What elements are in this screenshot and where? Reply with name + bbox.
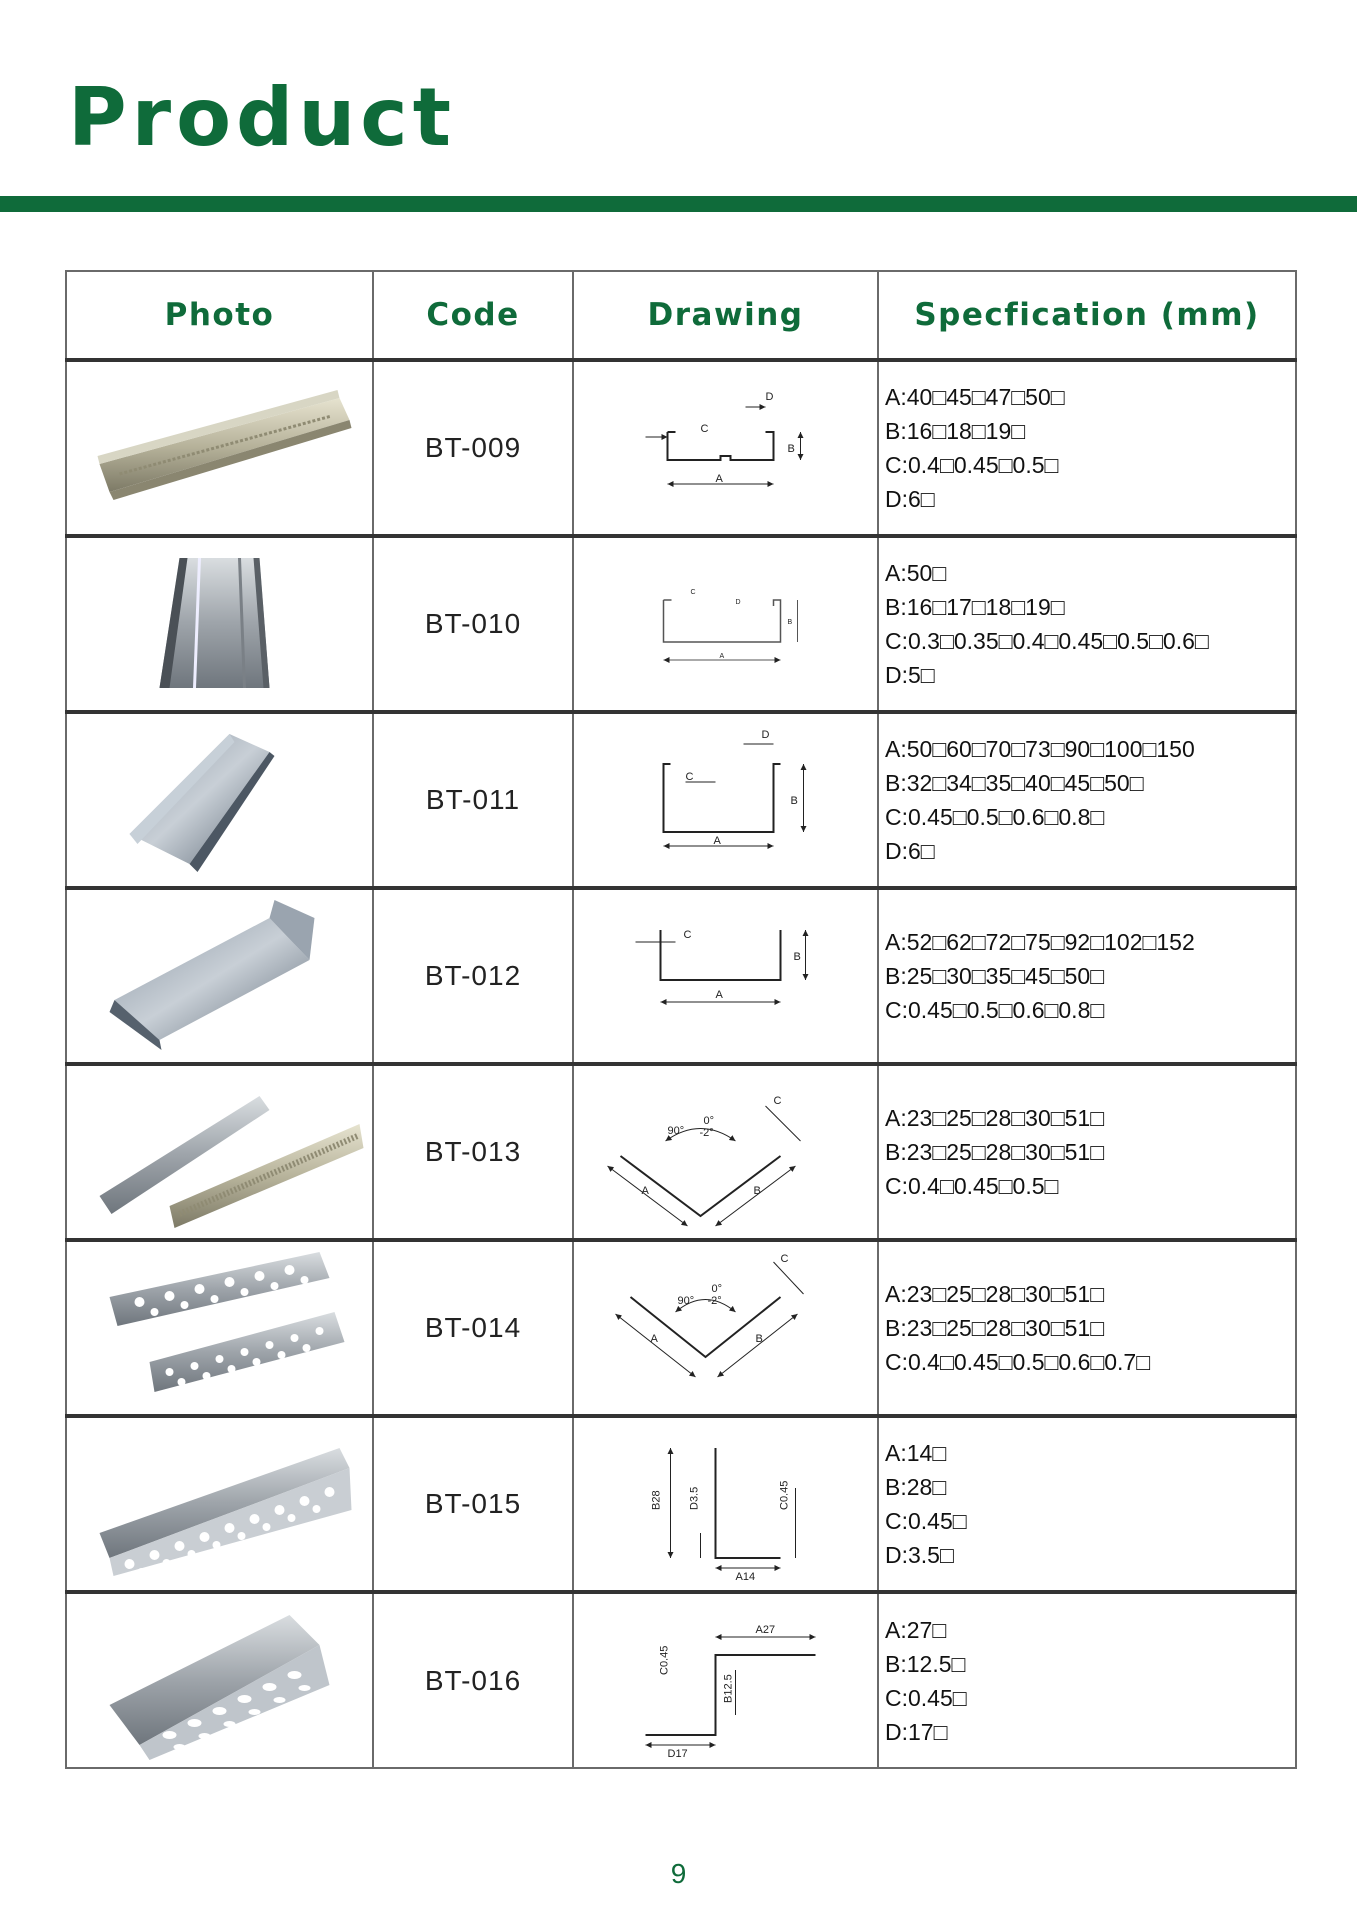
product-photo xyxy=(66,1592,373,1768)
spec-cell xyxy=(878,1064,1296,1240)
dim-a: A xyxy=(719,653,725,660)
profile-photo-image xyxy=(67,538,372,710)
dim-c: C0.45 xyxy=(778,1480,791,1510)
spec-cell xyxy=(878,536,1296,712)
product-photo xyxy=(66,1416,373,1592)
profile-drawing xyxy=(573,1592,878,1768)
profile-photo-image xyxy=(67,890,372,1062)
header-spec: Specfication (mm) xyxy=(878,271,1296,360)
dim-c: C xyxy=(780,1253,789,1265)
spec-cell xyxy=(878,360,1296,536)
page-title: Product xyxy=(68,71,456,164)
product-code: BT-013 xyxy=(373,1064,573,1240)
dim-b: B28 xyxy=(650,1490,663,1510)
product-photo xyxy=(66,1064,373,1240)
header-code: Code xyxy=(373,271,573,360)
dim-a: A xyxy=(713,835,721,847)
spec-line: C:0.45□0.5□0.6□0.8□ xyxy=(885,804,1105,830)
spec-line: A:50□60□70□73□90□100□150 xyxy=(885,736,1195,762)
spec-line: B:12.5□ xyxy=(885,1650,966,1677)
spec-cell xyxy=(878,712,1296,888)
table-row xyxy=(66,712,1296,888)
spec-line: C:0.45□ xyxy=(885,1684,967,1711)
profile-drawing xyxy=(573,360,878,536)
product-photo xyxy=(66,536,373,712)
spec-line: B:16□17□18□19□ xyxy=(885,594,1065,620)
table-row xyxy=(66,1592,1296,1768)
dim-b: B xyxy=(793,951,801,963)
dim-d: D xyxy=(735,599,741,606)
dim-b: B xyxy=(787,443,795,455)
spec-line: B:16□18□19□ xyxy=(885,418,1026,444)
spec-line: A:50□ xyxy=(885,560,947,586)
spec-line: B:23□25□28□30□51□ xyxy=(885,1139,1105,1165)
dim-tol-minus: -2° xyxy=(707,1295,722,1307)
product-code: BT-012 xyxy=(373,888,573,1064)
product-code: BT-010 xyxy=(373,536,573,712)
spec-line: B:25□30□35□45□50□ xyxy=(885,963,1105,989)
table-row xyxy=(66,1064,1296,1240)
spec-line: C:0.4□0.45□0.5□0.6□0.7□ xyxy=(885,1349,1151,1375)
product-photo xyxy=(66,1240,373,1416)
spec-line: C:0.45□0.5□0.6□0.8□ xyxy=(885,997,1105,1023)
profile-photo-image xyxy=(67,1595,372,1767)
profile-drawing xyxy=(573,536,878,712)
spec-line: C:0.3□0.35□0.4□0.45□0.5□0.6□ xyxy=(885,628,1209,654)
product-code: BT-016 xyxy=(373,1592,573,1768)
page-number: 9 xyxy=(670,1858,687,1889)
dim-d: D xyxy=(765,391,774,403)
profile-photo-image xyxy=(67,1242,372,1414)
spec-line: C:0.45□ xyxy=(885,1508,967,1534)
profile-drawing xyxy=(573,888,878,1064)
product-table xyxy=(65,270,1297,1769)
dim-a: A27 xyxy=(755,1623,776,1636)
profile-photo-image xyxy=(67,714,372,886)
profile-photo-image xyxy=(67,1418,372,1590)
dim-angle: 90° xyxy=(677,1295,695,1307)
dim-tol-minus: -2° xyxy=(699,1127,714,1139)
dim-b: B xyxy=(787,619,793,626)
spec-line: A:27□ xyxy=(885,1616,947,1643)
dim-tol-plus: 0° xyxy=(703,1115,715,1127)
dim-d: D xyxy=(761,729,770,741)
spec-line: A:23□25□28□30□51□ xyxy=(885,1105,1105,1131)
dim-a: A14 xyxy=(735,1571,756,1583)
table-row xyxy=(66,536,1296,712)
dim-b: B xyxy=(790,795,798,807)
product-code: BT-015 xyxy=(373,1416,573,1592)
dim-d: D17 xyxy=(667,1747,688,1760)
header-band xyxy=(0,196,1357,212)
spec-line: D:6□ xyxy=(885,838,935,864)
spec-line: A:14□ xyxy=(885,1440,947,1466)
product-code: BT-014 xyxy=(373,1240,573,1416)
spec-cell xyxy=(878,1240,1296,1416)
spec-line: B:23□25□28□30□51□ xyxy=(885,1315,1105,1341)
profile-drawing xyxy=(573,1064,878,1240)
product-code: BT-011 xyxy=(373,712,573,888)
profile-drawing xyxy=(573,712,878,888)
profile-photo-image xyxy=(67,362,372,534)
profile-drawing xyxy=(573,1416,878,1592)
dim-c: C xyxy=(773,1095,782,1107)
spec-cell xyxy=(878,888,1296,1064)
spec-cell xyxy=(878,1416,1296,1592)
table-row xyxy=(66,888,1296,1064)
dim-c: C xyxy=(685,771,694,783)
spec-cell xyxy=(878,1592,1296,1768)
spec-line: D:3.5□ xyxy=(885,1542,954,1568)
spec-line: D:6□ xyxy=(885,486,935,512)
spec-line: B:28□ xyxy=(885,1474,947,1500)
spec-line: A:40□45□47□50□ xyxy=(885,384,1065,410)
dim-tol-plus: 0° xyxy=(711,1283,723,1295)
dim-c: C xyxy=(690,589,696,596)
table-row xyxy=(66,1240,1296,1416)
spec-line: A:23□25□28□30□51□ xyxy=(885,1281,1105,1307)
header-drawing: Drawing xyxy=(573,271,878,360)
table-row xyxy=(66,1416,1296,1592)
profile-photo-image xyxy=(67,1066,372,1238)
dim-b: B xyxy=(755,1333,763,1345)
dim-c: C0.45 xyxy=(658,1645,671,1675)
product-photo xyxy=(66,712,373,888)
dim-c: C xyxy=(700,423,709,435)
spec-line: C:0.4□0.45□0.5□ xyxy=(885,452,1059,478)
dim-a: A xyxy=(715,989,723,1001)
dim-d: D3.5 xyxy=(688,1486,701,1510)
dim-angle: 90° xyxy=(667,1125,685,1137)
header-photo: Photo xyxy=(66,271,373,360)
spec-line: B:32□34□35□40□45□50□ xyxy=(885,770,1144,796)
dim-c: C xyxy=(683,929,692,941)
dim-a: A xyxy=(715,473,723,485)
product-photo xyxy=(66,888,373,1064)
dim-b: B xyxy=(753,1185,761,1197)
dim-b: B12.5 xyxy=(722,1673,735,1703)
header-row xyxy=(66,271,1296,360)
spec-line: C:0.4□0.45□0.5□ xyxy=(885,1173,1059,1199)
spec-line: A:52□62□72□75□92□102□152 xyxy=(885,929,1195,955)
spec-line: D:17□ xyxy=(885,1718,948,1745)
product-code: BT-009 xyxy=(373,360,573,536)
spec-line: D:5□ xyxy=(885,662,935,688)
profile-drawing xyxy=(573,1240,878,1416)
dim-a: A xyxy=(650,1333,658,1345)
table-row xyxy=(66,360,1296,536)
dim-a: A xyxy=(641,1185,649,1197)
product-photo xyxy=(66,360,373,536)
